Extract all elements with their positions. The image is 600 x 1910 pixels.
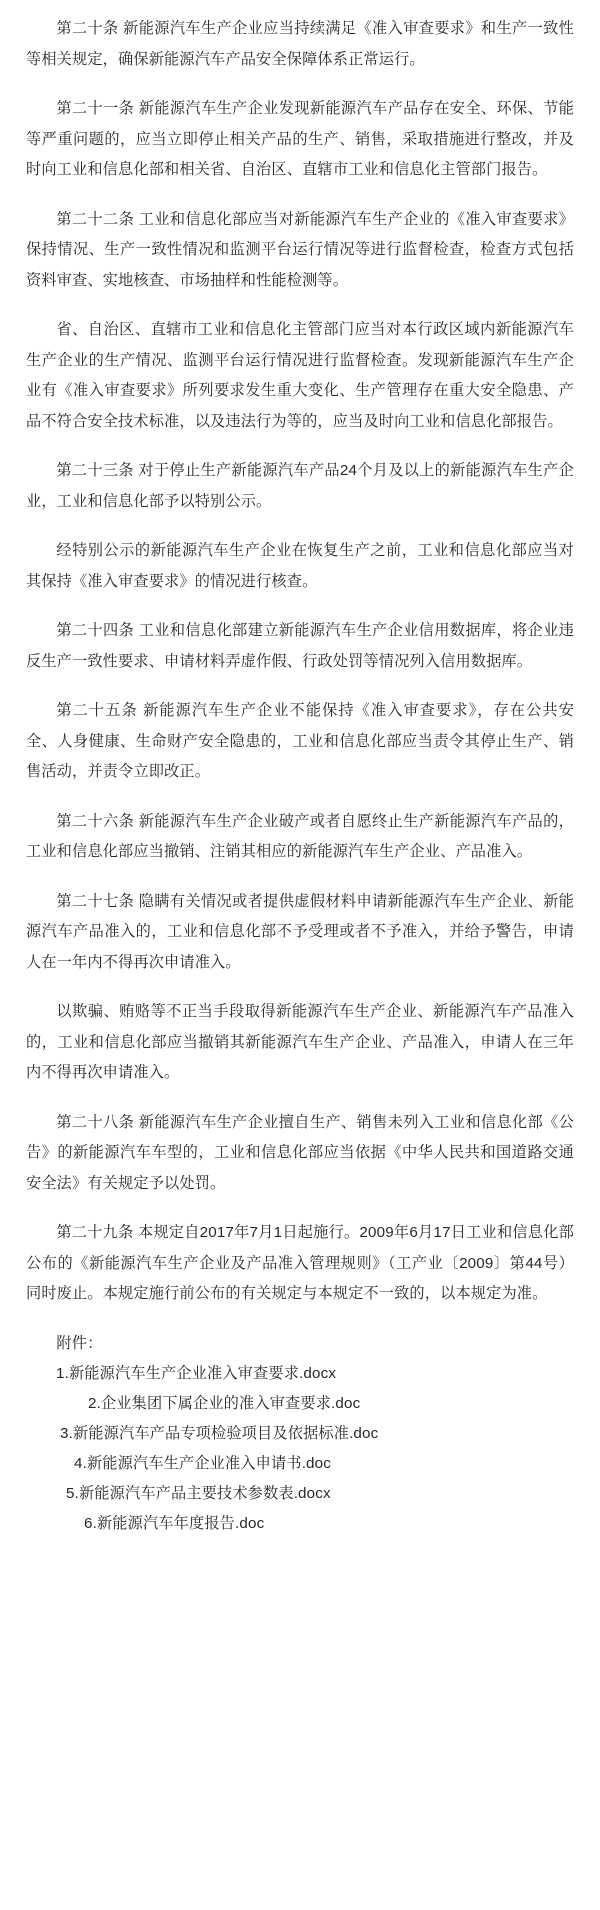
paragraph-article-21: 第二十一条 新能源汽车生产企业发现新能源汽车产品存在安全、环保、节能等严重问题的，应当立即停止相关产品的生产、销售，采取措施进行整改，并及时向工业和信息化部和相关省、自治区、直辖市工业和信息化主管部门报告。 [26,100,574,178]
paragraph-article-29: 第二十九条 本规定自2017年7月1日起施行。2009年6月17日工业和信息化部公布的《新能源汽车生产企业及产品准入管理规则》（工产业〔2009〕第44号）同时废止。本规定施行前公布的有关规定与本规定不一致的，以本规定为准。 [26,1224,574,1302]
list-item[interactable]: 2.企业集团下属企业的准入审查要求.doc [88,1395,361,1412]
list-item[interactable]: 1.新能源汽车生产企业准入审查要求.docx [56,1365,337,1382]
attachments-list [26,1359,574,1539]
paragraph-article-22-continued: 省、自治区、直辖市工业和信息化主管部门应当对本行政区域内新能源汽车生产企业的生产情况、监测平台运行情况进行监督检查。发现新能源汽车生产企业有《准入审查要求》所列要求发生重大变化、生产管理存在重大安全隐患、产品不符合安全技术标准，以及违法行为等的，应当及时向工业和信息化部报告。 [26,321,574,430]
paragraph-article-23-continued: 经特别公示的新能源汽车生产企业在恢复生产之前，工业和信息化部应当对其保持《准入审查要求》的情况进行核查。 [26,542,574,590]
paragraph-article-27-continued: 以欺骗、贿赂等不正当手段取得新能源汽车生产企业、新能源汽车产品准入的，工业和信息化部应当撤销其新能源汽车生产企业、产品准入，申请人在三年内不得再次申请准入。 [26,1003,574,1081]
paragraph-article-22: 第二十二条 工业和信息化部应当对新能源汽车生产企业的《准入审查要求》保持情况、生产一致性情况和监测平台运行情况等进行监督检查，检查方式包括资料审查、实地核查、市场抽样和性能检测等。 [26,210,574,289]
paragraph-article-27: 第二十七条 隐瞒有关情况或者提供虚假材料申请新能源汽车生产企业、新能源汽车产品准入的，工业和信息化部不予受理或者不予准入，并给予警告，申请人在一年内不得再次申请准入。 [26,892,574,971]
paragraph-article-28: 第二十八条 新能源汽车生产企业擅自生产、销售未列入工业和信息化部《公告》的新能源汽车车型的，工业和信息化部应当依据《中华人民共和国道路交通安全法》有关规定予以处罚。 [26,1113,574,1192]
paragraph-article-26: 第二十六条 新能源汽车生产企业破产或者自愿终止生产新能源汽车产品的，工业和信息化部应当撤销、注销其相应的新能源汽车生产企业、产品准入。 [26,812,574,860]
paragraph-article-24: 第二十四条 工业和信息化部建立新能源汽车生产企业信用数据库，将企业违反生产一致性要求、申请材料弄虚作假、行政处罚等情况列入信用数据库。 [26,622,574,670]
list-item[interactable]: 3.新能源汽车产品专项检验项目及依据标准.doc [60,1425,379,1442]
attachments-heading: 附件： [56,1334,103,1352]
list-item[interactable]: 4.新能源汽车生产企业准入申请书.doc [74,1455,331,1472]
list-item[interactable]: 6.新能源汽车年度报告.doc [84,1515,265,1532]
paragraph-article-25: 第二十五条 新能源汽车生产企业不能保持《准入审查要求》，存在公共安全、人身健康、生命财产安全隐患的，工业和信息化部应当责令其停止生产、销售活动，并责令立即改正。 [26,702,574,780]
paragraph-article-20: 第二十条 新能源汽车生产企业应当持续满足《准入审查要求》和生产一致性等相关规定，确保新能源汽车产品安全保障体系正常运行。 [26,20,574,68]
paragraph-article-23: 第二十三条 对于停止生产新能源汽车产品24个月及以上的新能源汽车生产企业，工业和信息化部予以特别公示。 [26,462,574,510]
list-item[interactable]: 5.新能源汽车产品主要技术参数表.docx [66,1485,331,1502]
